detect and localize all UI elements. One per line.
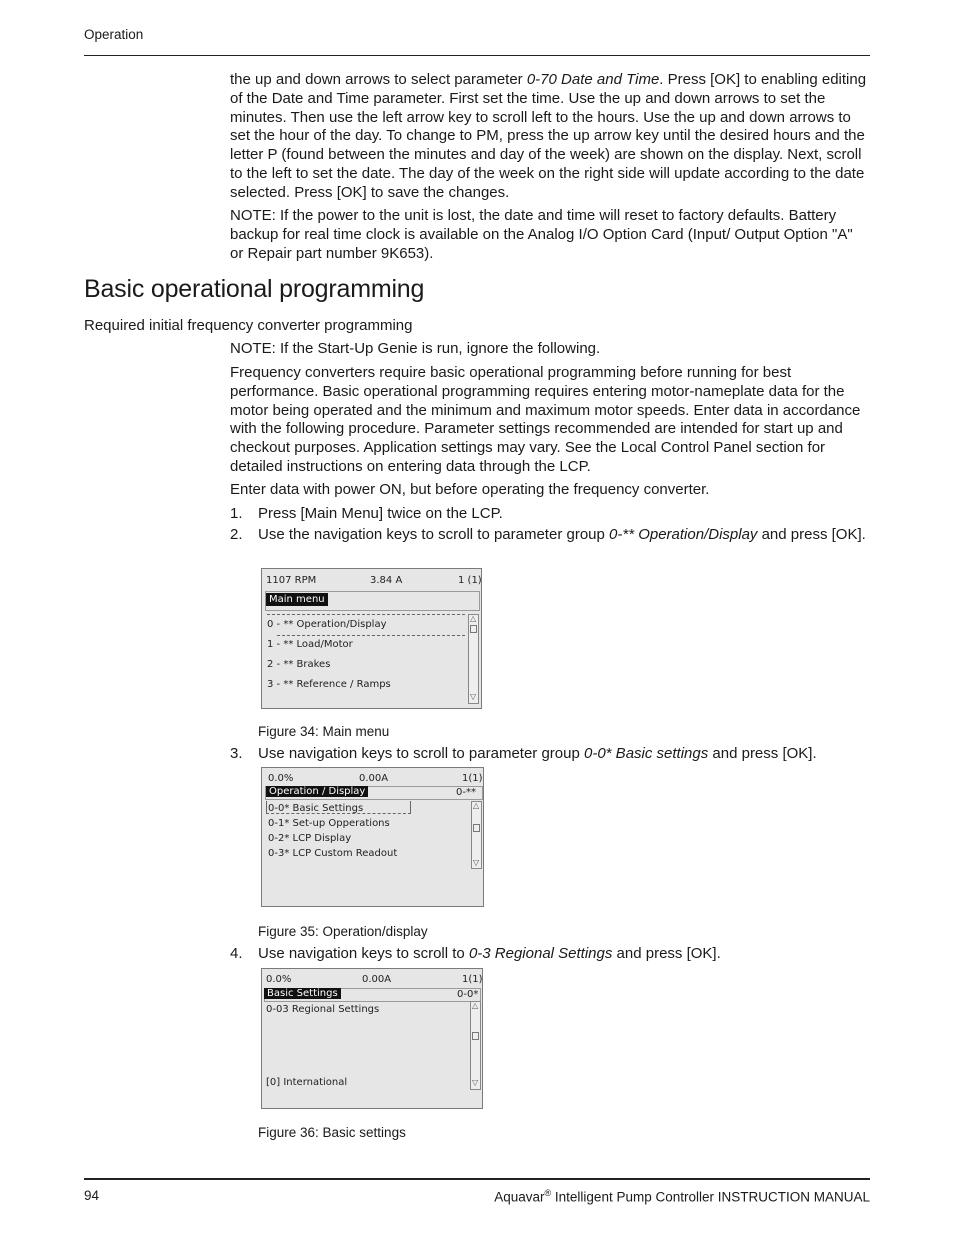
parameter-value: [0] International xyxy=(266,1077,348,1088)
menu-label: Basic Settings xyxy=(264,988,341,999)
figure-34-caption: Figure 34: Main menu xyxy=(258,724,390,739)
menu-label: Main menu xyxy=(266,593,328,606)
power-on-paragraph: Enter data with power ON, but before operating the frequency converter. xyxy=(230,481,710,498)
scrollbar: △ ▽ xyxy=(471,801,482,869)
footer-rule xyxy=(84,1178,870,1180)
intro-paragraph: the up and down arrows to select parameter 0-70 Date and Time. Press [OK] to enabling editing of the Date and Time parameter. First set the time. Use the up and down arrows to set the minutes. Then use the left arrow key to scroll left to the hours. Use the up and down arrows to set the hour of the day. To change to PM, press the up arrow key until the desired hours and the letter P (found between the minutes and day of the week) are shown on the display. Next, scroll to the left to set the date. The day of the week on the right side will update according to the date selected. Press [OK] to save the changes. xyxy=(230,71,867,201)
intro-programming-paragraph: Frequency converters require basic operational programming before running for best performance. Basic operational programming requires entering motor-nameplate data for the motor being operated and the minimum and maximum motor speeds. Enter data in accordance with the following procedure. Parameter settings recommended are intended for start up and checkout purposes. Application settings may vary. See the Local Control Panel section for detailed instructions on entering data through the LCP. xyxy=(230,364,861,475)
manual-title: Aquavar® Intelligent Pump Controller INSTRUCTION MANUAL xyxy=(494,1188,870,1205)
header-rule xyxy=(84,55,870,56)
note-label: NOTE: xyxy=(230,207,276,224)
parameter-name: 0-03 Regional Settings xyxy=(266,1004,380,1015)
lcp-main-menu-figure: 1107 RPM 3.84 A 1 (1) Main menu 0 - ** Operation/Display 1 - ** Load/Motor 2 - ** Brakes 3 - ** Reference / Ramps △ ▽ xyxy=(261,568,482,709)
menu-label: Operation / Display xyxy=(266,786,368,797)
scrollbar: △ ▽ xyxy=(470,1001,481,1090)
figure-36-caption: Figure 36: Basic settings xyxy=(258,1125,406,1140)
figure-35-caption: Figure 35: Operation/display xyxy=(258,924,428,939)
lcp-basic-settings-figure: 0.0% 0.00A 1(1) Basic Settings 0-0* 0-03 Regional Settings [0] International △ ▽ xyxy=(261,968,483,1109)
running-header: Operation xyxy=(84,27,144,42)
section-title: Basic operational programming xyxy=(84,275,425,303)
intro-note: NOTE: If the power to the unit is lost, the date and time will reset to factory defaults. Battery backup for real time clock is available on the Analog I/O Option Card (Input/ Output Option "A" or Repair part number 9K653). xyxy=(230,207,853,262)
lcp-operation-display-figure: 0.0% 0.00A 1(1) Operation / Display 0-** 0-0* Basic Settings 0-1* Set-up Opperations 0-2* LCP Display 0-3* LCP Custom Readout △ ▽ xyxy=(261,767,484,907)
startup-note: NOTE: If the Start-Up Genie is run, ignore the following. xyxy=(230,340,601,357)
scrollbar: △ ▽ xyxy=(468,614,479,704)
section-subtitle: Required initial frequency converter programming xyxy=(84,317,413,334)
page-number: 94 xyxy=(84,1188,100,1203)
